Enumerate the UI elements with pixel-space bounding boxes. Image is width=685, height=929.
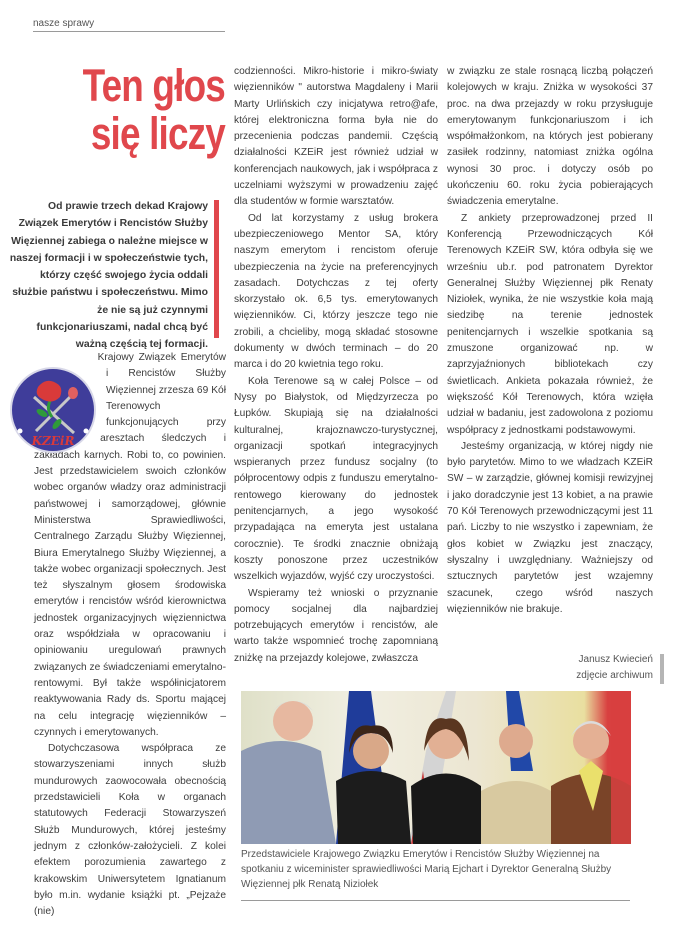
paragraph: Dotychczasowa współpraca ze stowarzyszeniami innych służb mundurowych zaowocowała obecnością przedstawicieli Koła w organach statutowych Federacji Stowarzyszeń Służb Mundurowych, której jesteśmy jednym z członków-założycieli. Z kolei efektem porozumienia zawartego z krakowskim Uniwersytetem Ignatianum było m.in. wydanie książki pt. „Pejzaże (nie) — [34, 743, 226, 918]
signature — [520, 652, 653, 684]
headline-line-1: Ten głos — [82, 60, 225, 111]
headline — [82, 62, 226, 158]
paragraph: Krajowy Związek Emerytów i Rencistów Służby Więziennej zrzesza 69 Kół Terenowych funkcjonujących przy aresztach śledczych i zakładach karnych. Robi to, co powinien. Jest przedstawicielem swoich członków wobec organów władzy oraz administracji państwowej i samorządowej, głównie Ministerstwa Sprawiedliwości, Centralnego Zarządu Służby Więziennej, Biura Emerytalnego Służby Więziennej, a także wobec organizacji społecznych. Jest też słyszalnym głosem środowiska emerytów i rencistów wśród kierownictwa jednostek organizacyjnych więziennictwa oraz współdziała w opracowaniu i opiniowaniu uregulowań prawnych związanych ze świadczeniami emerytalno-rentowymi. Był także współinicjatorem reaktywowania Rady ds. Sportu mającej na celu integrację więzienników – czynnych i emerytowanych. — [34, 352, 226, 738]
article-column-3 — [447, 64, 653, 618]
paragraph: Wspieramy też wnioski o przyznanie pomocy socjalnej dla najbardziej potrzebujących emerytów i rencistów, ale warto także wspomnieć trochę zapomnianą zniżkę na przejazdy kolejowe, zwłaszcza — [234, 587, 438, 664]
headline-line-2: się liczy — [90, 108, 225, 159]
lead-accent-bar — [214, 200, 219, 338]
paragraph: Jesteśmy organizacją, w której nigdy nie było parytetów. Mimo to we władzach KZEiR SW – w zarządzie, głównej komisji rewizyjnej i jako doradczynie jest 13 kobiet, a na prawie 70 Kół Terenowych przewodniczącymi jest 11 pań. Liczby to nie wszystko i zapewniam, że głos kobiet w Związku jest znaczący, słyszalny i uwzględniany. Ważniejszy od sztucznych parytetów jest wzajemny szacunek, czego wśród naszych więzienników nie brakuje. — [447, 440, 653, 615]
paragraph: Koła Terenowe są w całej Polsce – od Nysy po Białystok, od Międzyrzecza po Łupków. Skupiają się na działalności kulturalnej, krajoznawczo-turystycznej, organizacji spotkań integracyjnych wspieranych przez fundusz socjalny (to półprocentowy odpis z funduszu emerytalno-rentowego kierowany do jednostek penitencjarnych, a jego wysokość przypadająca na emeryta jest ustalana corocznie). Te środki znacznie obniżają koszty ponoszone przez uczestników wszelkich wyjazdów, wyjść czy uroczystości. — [234, 375, 438, 583]
rose-sword-torch-icon — [12, 369, 94, 451]
section-label: nasze sprawy — [33, 18, 225, 32]
photo-credit: zdjęcie archiwum — [576, 670, 653, 681]
svg-text:KZEiR: KZEiR — [31, 434, 75, 448]
paragraph: w związku ze stale rosnącą liczbą połączeń kolejowych w kraju. Zniżka w wysokości 37 proc. na dwa przejazdy w roku przysługuje emerytowanym funkcjonariuszom i ich współmałżonkom, na których jest pobierany zasiłek rodzinny, natomiast zniżka ogólna wynosi 30 proc. i dotyczy osób po ukończeniu 60. roku życia pobierających świadczenia emerytalne. — [447, 66, 653, 208]
signature-bar — [660, 654, 664, 684]
photo-caption: Przedstawiciele Krajowego Związku Emerytów i Rencistów Służby Więziennej na spotkaniu z wiceminister sprawiedliwości Marią Ejchart i Dyrektor Generalną Służby Więziennej płk Renatą Niziołek — [241, 849, 612, 890]
paragraph: Od lat korzystamy z usług brokera ubezpieczeniowego Mentor SA, który naszym emerytom i rencistom oferuje ubezpieczenia na życie na preferencyjnych zasadach. Dotychczas z tej oferty skorzystało ok. 6,5 tys. emerytowanych więzienników. Ci, którzy jeszcze tego nie zrobili, a chcieliby, mogą składać stosowne dokumenty w dwóch terminach – do 20 marca i do 20 kwietnia tego roku. — [234, 212, 438, 371]
paragraph: codzienności. Mikro-historie i mikro-światy więzienników " autorstwa Magdaleny i Marii Marty Urlińskich czy inicjatywa retro@afe, której elektroniczna forma była nie do przecenienia podczas pandemii. Częścią działalności KZEiR jest również udział w konferencjach naukowych, jak i współpraca z uczelniami wyższymi w prowadzeniu zajęć dla studentów w formie warsztatów. — [234, 66, 438, 208]
group-photo-illustration — [241, 691, 631, 844]
kzeir-logo — [10, 367, 96, 453]
caption-divider — [241, 900, 630, 901]
author-name: Janusz Kwiecień — [578, 654, 653, 665]
lead-paragraph: Od prawie trzech dekad Krajowy Związek Emerytów i Rencistów Służby Więziennej zabiega o należne miejsce w naszej formacji i w społeczeństwie tych, którzy część swojego życia oddali służbie państwu i społeczeństwu. Mimo że nie są już czynnymi funkcjonariuszami, nadal chcą być ważną częścią tej formacji. — [9, 201, 208, 351]
group-photo — [241, 691, 631, 844]
paragraph: Z ankiety przeprowadzonej przed II Konferencją Przewodniczących Kół Terenowych KZEiR SW, która odbyła się we wrześniu ub.r. pod patronatem Dyrektor Generalnej Służby Więziennej płk Renaty Niziołek, wynika, że nie wszystkie koła mają siedzibę na terenie jednostek penitencjarnych i wszelkie spotkania są zmuszone organizować np. w zaprzyjaźnionych bibliotekach czy świetlicach. Ankieta pokazała również, że większość Kół Terenowych, która wzięła udział w badaniu, jest zadowolona z poziomu współpracy z jednostkami podstawowymi. — [447, 212, 653, 436]
article-column-2 — [234, 64, 438, 667]
